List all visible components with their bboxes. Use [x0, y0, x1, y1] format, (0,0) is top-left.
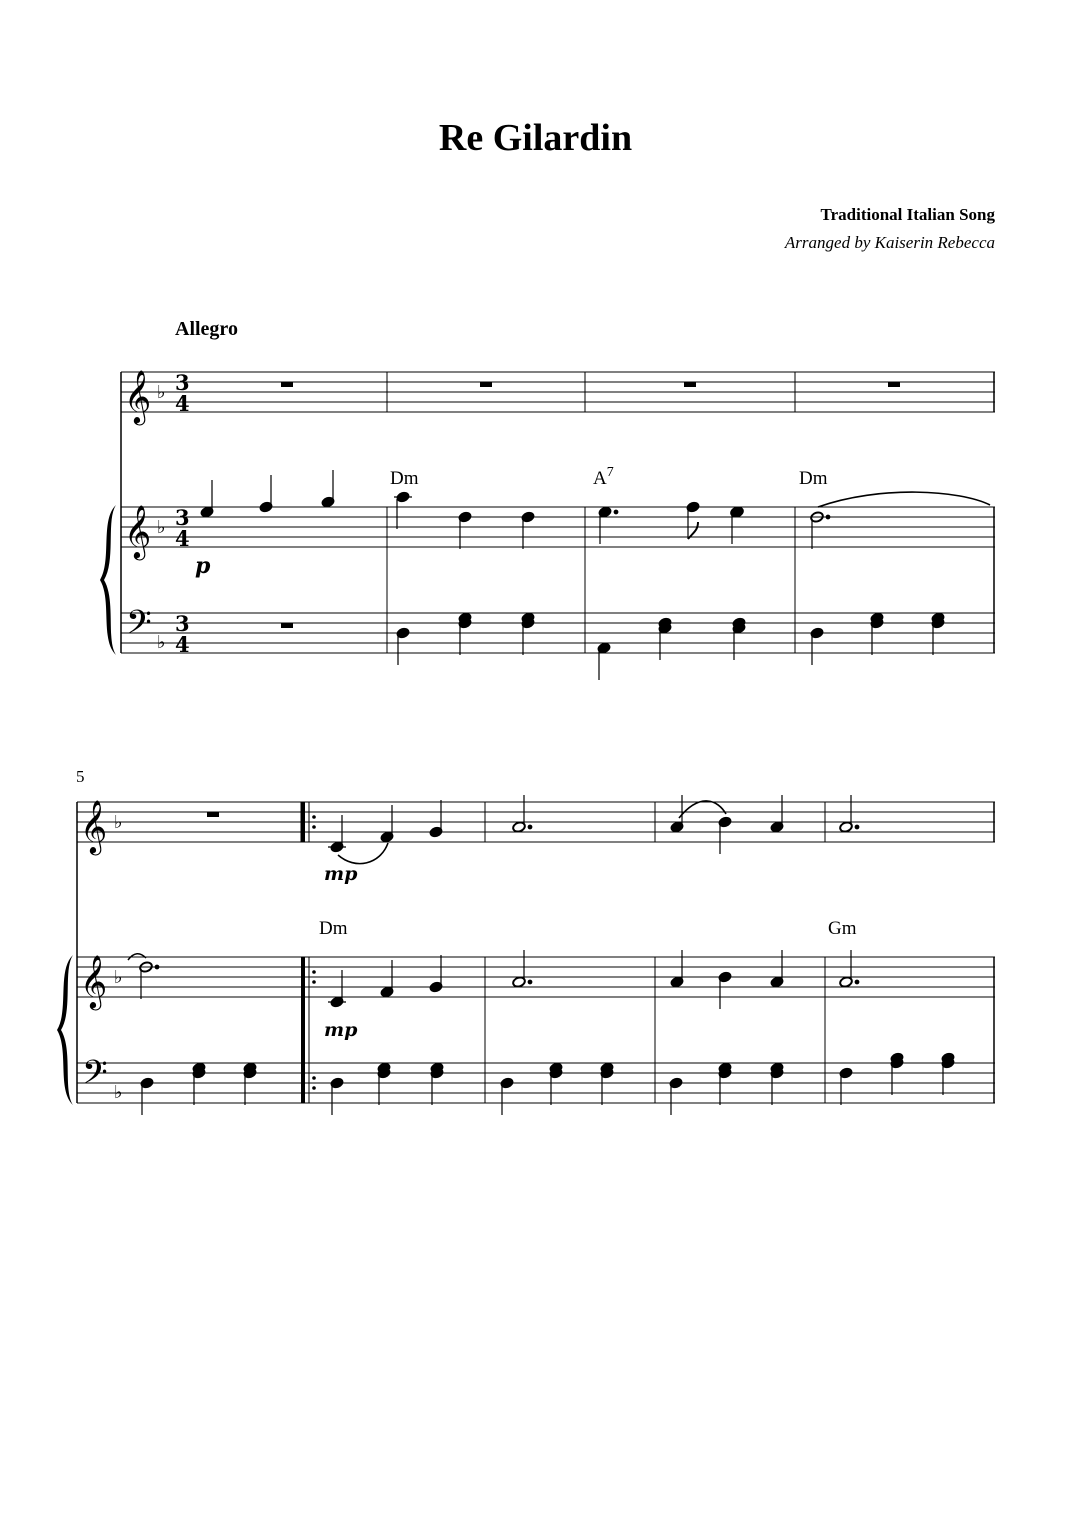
piano-bass-staff-2	[77, 957, 995, 1103]
measure-number: 5	[76, 767, 85, 786]
piano-treble-notes-2	[128, 950, 859, 1009]
flat-icon: ♭	[157, 517, 166, 538]
chord-symbol: Gm	[828, 918, 857, 939]
treble-clef-icon: 𝄞	[124, 369, 152, 423]
svg-text:3: 3	[175, 505, 190, 530]
piano-treble-staff-1	[121, 507, 995, 547]
svg-text:3: 3	[175, 611, 190, 636]
whole-rest-icon	[207, 812, 219, 817]
voice-staff-1	[121, 372, 995, 412]
flat-icon: ♭	[114, 812, 123, 833]
piano-bass-staff-1	[121, 507, 995, 653]
flat-icon: ♭	[114, 967, 123, 988]
voice-staff-2	[77, 802, 995, 842]
chord-symbol: Dm	[390, 468, 419, 489]
system-1	[100, 369, 995, 680]
piano-brace	[57, 955, 73, 1105]
bass-clef-icon: 𝄢	[82, 1054, 108, 1100]
dynamic-marking: mp	[324, 1019, 358, 1041]
system-2	[57, 767, 995, 1115]
dynamic-marking: mp	[324, 863, 358, 885]
treble-clef-icon: 𝄞	[80, 954, 108, 1008]
svg-text:4: 4	[175, 391, 190, 416]
chord-root: A	[593, 468, 607, 489]
piano-brace	[100, 505, 116, 655]
treble-clef-icon: 𝄞	[80, 799, 108, 853]
svg-text:3: 3	[175, 370, 190, 395]
piano-treble-staff-2	[77, 957, 995, 997]
treble-clef-icon: 𝄞	[124, 504, 152, 558]
chord-extension: 7	[606, 465, 614, 480]
repeat-start-barline	[301, 802, 316, 1103]
flat-icon: ♭	[157, 632, 166, 653]
dynamic-marking: p	[195, 553, 211, 579]
chord-symbol: Dm	[319, 918, 348, 939]
time-signature	[175, 370, 190, 657]
composer-credit: Traditional Italian Song	[820, 205, 995, 224]
bass-clef-icon: 𝄢	[126, 604, 152, 650]
arranger-credit: Arranged by Kaiserin Rebecca	[784, 233, 995, 252]
flat-icon: ♭	[114, 1082, 123, 1103]
score-title: Re Gilardin	[438, 117, 633, 159]
tempo-marking: Allegro	[175, 318, 238, 340]
svg-text:4: 4	[175, 526, 190, 551]
flat-icon: ♭	[157, 382, 166, 403]
svg-text:4: 4	[175, 632, 190, 657]
chord-symbol	[593, 465, 614, 489]
piano-bass-notes-1	[396, 612, 945, 680]
whole-rest-icon	[281, 382, 900, 628]
chord-symbol: Dm	[799, 468, 828, 489]
